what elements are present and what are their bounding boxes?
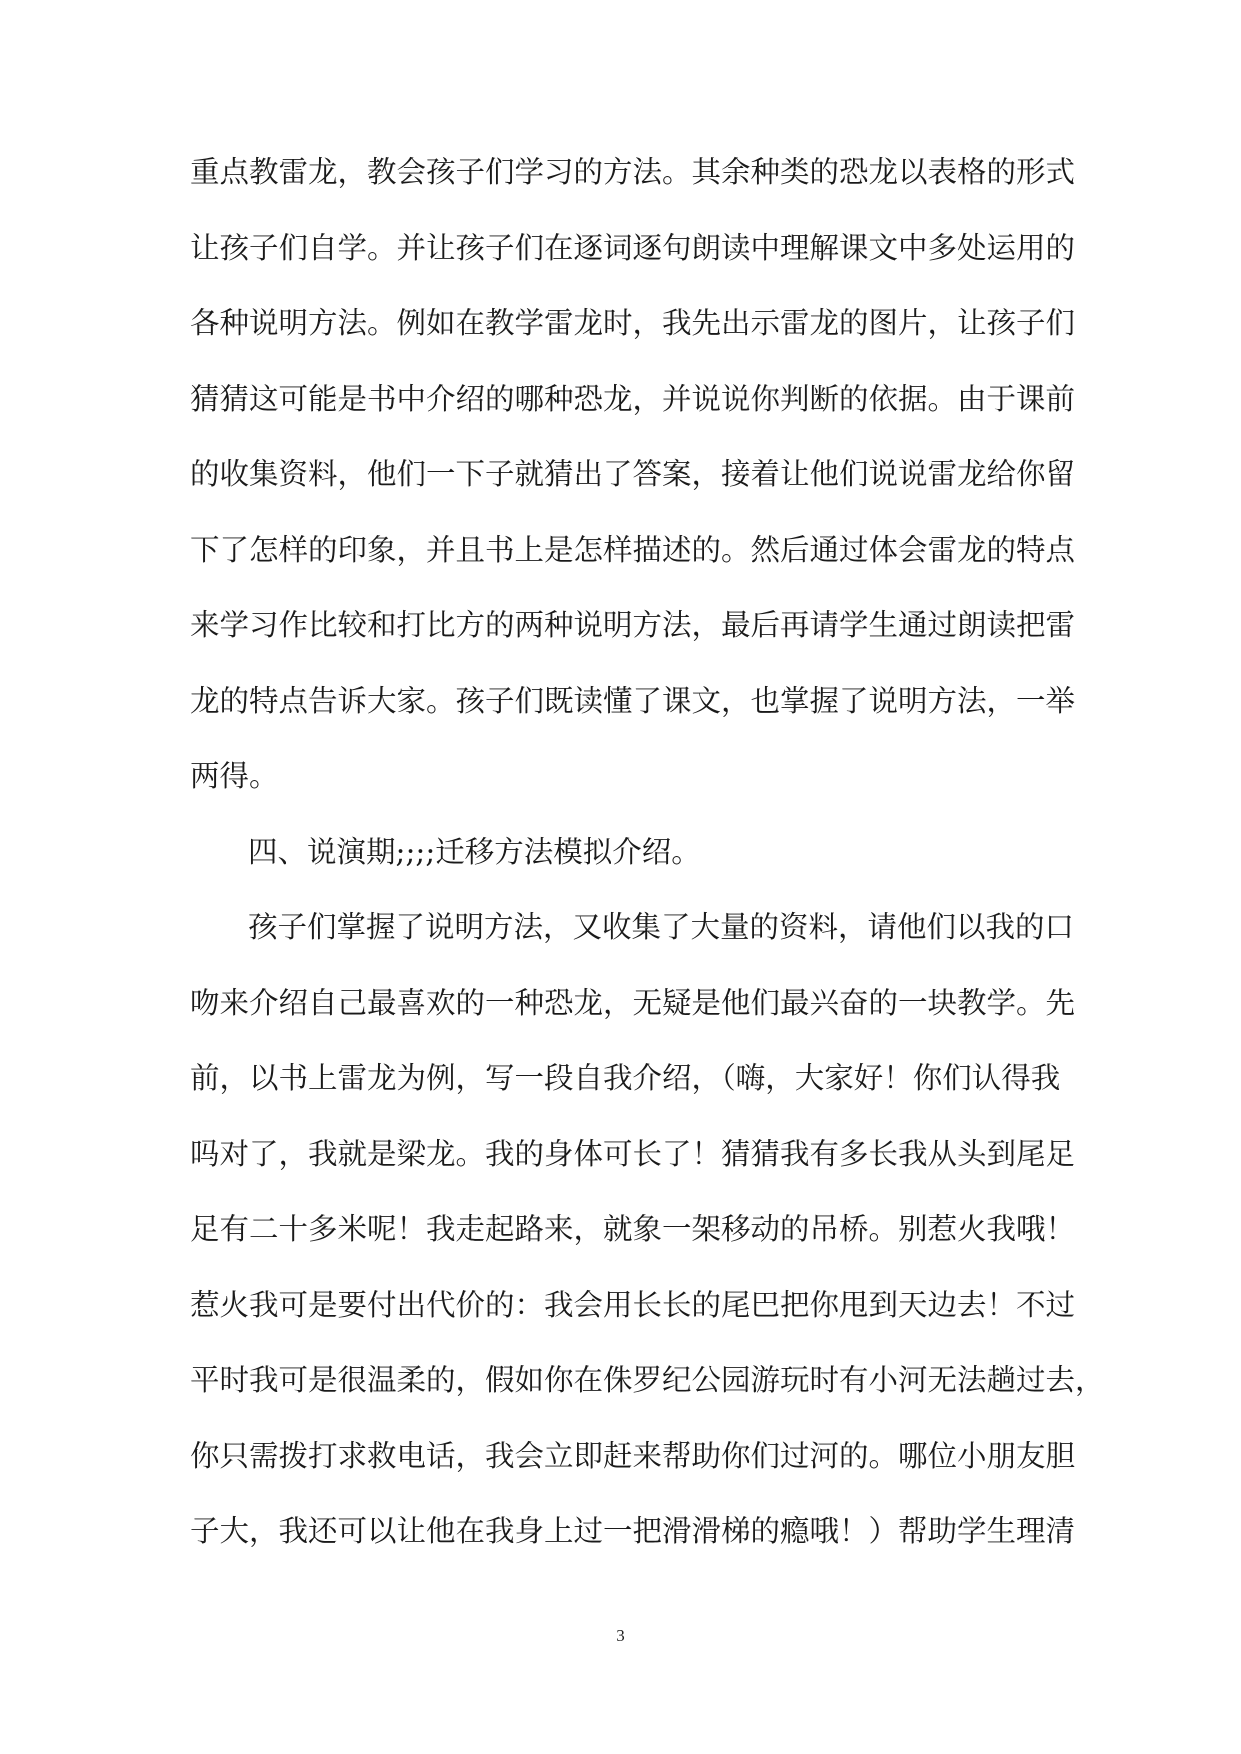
- text-line: 的收集资料，他们一下子就猜出了答案，接着让他们说说雷龙给你留: [190, 457, 1076, 491]
- text-line: 足有二十多米呢！我走起路来，就象一架移动的吊桥。别惹火我哦！: [190, 1212, 1076, 1246]
- text-line: 子大，我还可以让他在我身上过一把滑滑梯的瘾哦！）帮助学生理清: [190, 1514, 1076, 1548]
- text-line: 惹火我可是要付出代价的：我会用长长的尾巴把你甩到天边去！不过: [190, 1287, 1076, 1322]
- text-line: 两得。: [190, 759, 279, 793]
- text-line: 孩子们掌握了说明方法，又收集了大量的资料，请他们以我的口: [248, 910, 1075, 944]
- text-line: 各种说明方法。例如在教学雷龙时，我先出示雷龙的图片，让孩子们: [190, 306, 1076, 340]
- text-line: 你只需拨打求救电话，我会立即赶来帮助你们过河的。哪位小朋友胆: [190, 1438, 1076, 1473]
- text-line: 平时我可是很温柔的，假如你在侏罗纪公园游玩时有小河无法趟过去，: [190, 1363, 1105, 1397]
- body-text: [190, 142, 1105, 1577]
- text-line: 让孩子们自学。并让孩子们在逐词逐句朗读中理解课文中多处运用的: [190, 230, 1076, 265]
- text-line: 猜猜这可能是书中介绍的哪种恐龙，并说说你判断的依据。由于课前: [190, 381, 1076, 416]
- section-heading: 四、说演期;;;;迁移方法模拟介绍。: [248, 834, 701, 869]
- page-number: 3: [616, 1626, 625, 1645]
- text-line: 吗对了，我就是梁龙。我的身体可长了！猜猜我有多长我从头到尾足: [190, 1136, 1076, 1171]
- text-line: 重点教雷龙，教会孩子们学习的方法。其余种类的恐龙以表格的形式: [190, 155, 1076, 189]
- text-line: 来学习作比较和打比方的两种说明方法，最后再请学生通过朗读把雷: [190, 608, 1076, 642]
- text-line: 吻来介绍自己最喜欢的一种恐龙，无疑是他们最兴奋的一块教学。先: [190, 985, 1076, 1020]
- text-line: 龙的特点告诉大家。孩子们既读懂了课文，也掌握了说明方法，一举: [190, 683, 1076, 718]
- text-line: 下了怎样的印象，并且书上是怎样描述的。然后通过体会雷龙的特点: [190, 532, 1076, 567]
- text-line: 前，以书上雷龙为例，写一段自我介绍，（嗨，大家好！你们认得我: [190, 1061, 1061, 1095]
